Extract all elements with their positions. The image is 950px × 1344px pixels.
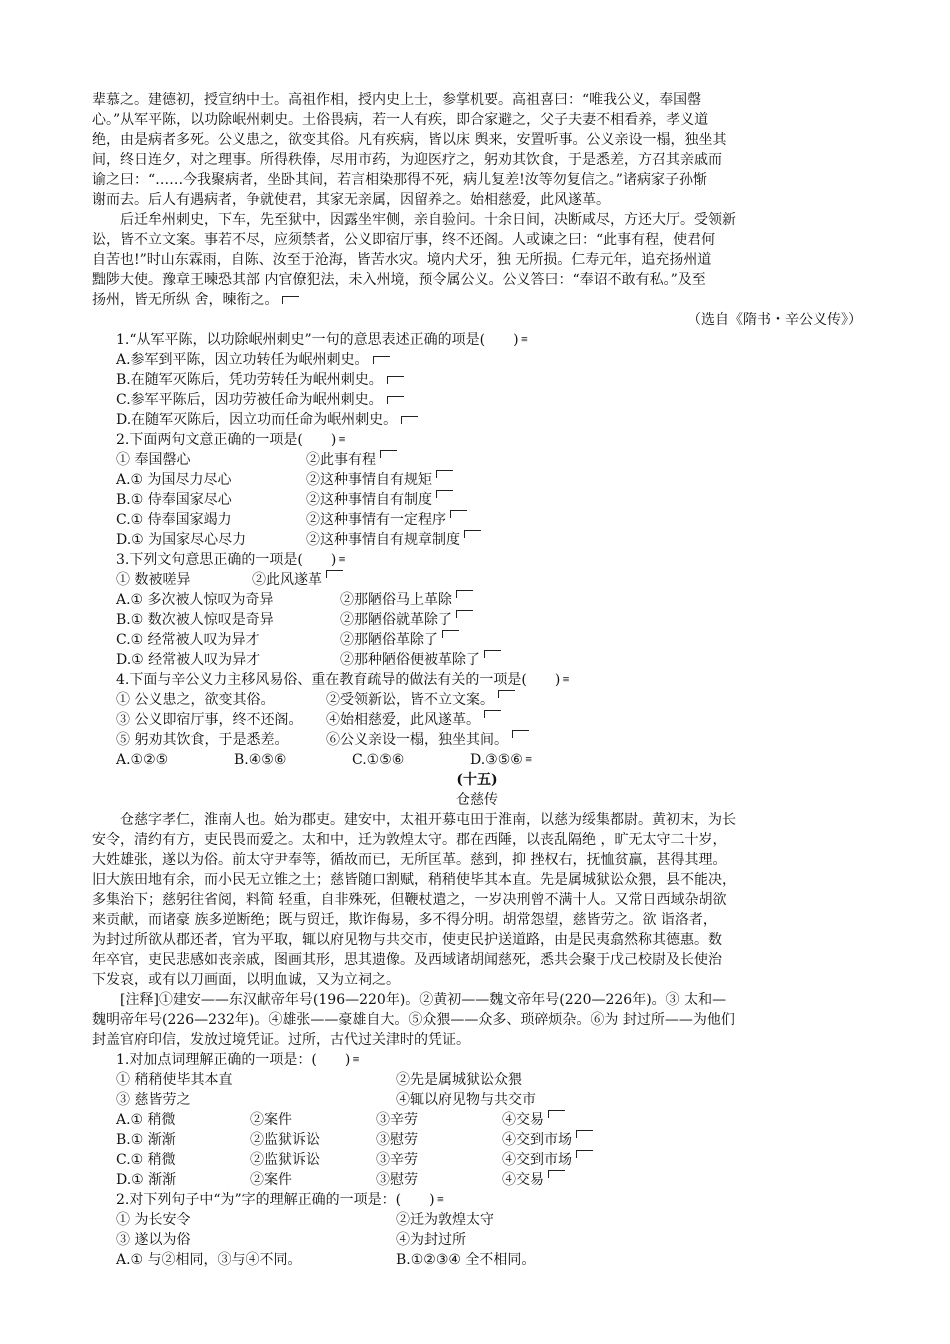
section-title: (十五) xyxy=(456,772,498,788)
item-line xyxy=(92,450,862,470)
question-5 xyxy=(92,1050,862,1190)
question-6 xyxy=(92,1190,862,1270)
question-stem xyxy=(92,670,862,690)
paragraph-mark-icon xyxy=(436,470,453,478)
paragraph-mark-icon xyxy=(387,396,404,404)
item-text: ③ 公义即宿厅事，终不还阁。 xyxy=(116,712,303,728)
option-text: ②这种事情自有制度 xyxy=(306,492,432,508)
option-text: ④交易 xyxy=(502,1112,544,1128)
option-text: A.参军到平陈，因立功转任为岷州刺史。 xyxy=(116,352,369,368)
item-line xyxy=(92,1230,862,1250)
equation-mark-icon: ≡ xyxy=(524,755,533,765)
paragraph-mark-icon xyxy=(373,356,390,364)
option-text: C.① 侍奉国家竭力 xyxy=(116,512,232,528)
option-text: ③慰劳 xyxy=(376,1132,418,1148)
item-line xyxy=(92,1070,862,1090)
option-text: ②那陋俗就革除了 xyxy=(340,612,452,628)
passage-line: 自苦也!”时山东霖雨，自陈、汝至于沧海，皆苦水灾。境内犬牙，独 无所损。仁寿元年，追充扬州道 xyxy=(92,252,712,268)
paragraph-mark-icon xyxy=(436,490,453,498)
paragraph-mark-icon xyxy=(450,510,467,518)
paragraph-mark-icon xyxy=(548,1110,565,1118)
question-stem-text: 2.对下列句子中“为”字的理解正确的一项是：( ) xyxy=(116,1192,435,1208)
option-text: ②那陋俗马上革除 xyxy=(340,592,452,608)
option-line xyxy=(92,350,862,370)
option-line xyxy=(92,590,862,610)
paragraph-mark-icon xyxy=(456,590,473,598)
item-text: ②此风遂革 xyxy=(252,572,322,588)
option-line xyxy=(92,1130,862,1150)
question-stem xyxy=(92,1190,862,1210)
item-line xyxy=(92,570,862,590)
passage-1 xyxy=(92,90,862,210)
item-text: ②此事有程 xyxy=(306,452,376,468)
answer-option: A.①②⑤ xyxy=(116,752,169,768)
answer-option: C.①⑤⑥ xyxy=(352,752,405,768)
paragraph-mark-icon xyxy=(548,1170,565,1178)
paragraph-mark-icon xyxy=(456,610,473,618)
item-text: ④始相慈爱，此风遂革。 xyxy=(326,712,480,728)
document-page xyxy=(92,90,862,1270)
paragraph-mark-icon xyxy=(512,730,529,738)
option-text: ②那种陋俗便被革除了 xyxy=(340,652,480,668)
passage-line: 辈慕之。建德初，授宣纳中士。高祖作相，授内史上士，参掌机要。高祖喜曰：“唯我公义，奉国罄 xyxy=(92,92,702,108)
option-line xyxy=(92,470,862,490)
answer-line xyxy=(92,1250,862,1270)
passage-line: 来贡献，而诸豪 族多逆断绝；既与贸迁，欺诈侮易，多不得分明。胡常怨望，慈皆劳之。欲 诣洛者， xyxy=(92,912,717,928)
option-line xyxy=(92,390,862,410)
paragraph-mark-icon xyxy=(576,1150,593,1158)
option-line xyxy=(92,1170,862,1190)
option-line xyxy=(92,650,862,670)
equation-mark-icon: ≡ xyxy=(436,1195,445,1205)
note-line: [注释]①建安——东汉献帝年号(196—220年)。②黄初——魏文帝年号(220—226年)。③ 太和— xyxy=(120,992,727,1008)
option-text: C.① 稍微 xyxy=(116,1152,176,1168)
item-text: ④为封过所 xyxy=(396,1232,466,1248)
passage-line: 间，终日连夕，对之理事。所得秩俸，尽用市药，为迎医疗之，躬劝其饮食，于是悉差，方召其亲戚而 xyxy=(92,152,722,168)
option-text: ②监狱诉讼 xyxy=(250,1132,320,1148)
paragraph-mark-icon xyxy=(380,450,397,458)
equation-mark-icon: ≡ xyxy=(352,1055,360,1065)
option-text: B.① 数次被人惊叹是奇异 xyxy=(116,612,274,628)
option-text: ②案件 xyxy=(250,1172,292,1188)
option-text: ②案件 xyxy=(250,1112,292,1128)
option-text: C.参军平陈后，因功劳被任命为岷州刺史。 xyxy=(116,392,383,408)
paragraph-mark-icon xyxy=(464,530,481,538)
item-text: ① 奉国罄心 xyxy=(116,452,191,468)
item-line xyxy=(92,690,862,710)
option-line xyxy=(92,630,862,650)
option-text: A.① 多次被人惊叹为奇异 xyxy=(116,592,274,608)
passage-line: 绝，由是病者多死。公义患之，欲变其俗。凡有疾病，皆以床 舆来，安置听事。公义亲设一榻，独坐其 xyxy=(92,132,727,148)
passage-line: 黜陟大使。豫章王暕恐其部 内官僚犯法，未入州境，预令属公义。公义答曰：“奉诏不敢有私。”及至 xyxy=(92,272,706,288)
passage-line: 旧大族田地有余，而小民无立锥之土；慈皆随口割赋，稍稍使毕其本直。先是属城狱讼众猥，县不能决， xyxy=(92,872,736,888)
item-text: ②迁为敦煌太守 xyxy=(396,1212,494,1228)
option-line xyxy=(92,490,862,510)
equation-mark-icon: ≡ xyxy=(562,675,570,685)
passage-line: 安令，清约有方，吏民畏而爱之。太和中，迁为敦煌太守。郡在西陲，以丧乱隔绝 ，旷无太守二十岁， xyxy=(92,832,727,848)
passage-line: 多集治下；慈躬往省阅，料简 轻重，自非殊死，但鞭杖遣之，一岁决刑曾不满十人。又常日西域杂胡欲 xyxy=(92,892,727,908)
question-stem-text: 3.下列文句意思正确的一项是( ) xyxy=(116,552,337,568)
item-text: ③ 慈皆劳之 xyxy=(116,1092,191,1108)
item-line xyxy=(92,1090,862,1110)
passage-3 xyxy=(92,810,862,990)
passage-line: 下发哀，或有以刀画面，以明血诚，又为立祠之。 xyxy=(92,972,400,988)
item-text: ③ 遂以为俗 xyxy=(116,1232,191,1248)
passage-line: 谢而去。后人有遇病者，争就使君，其家无亲属，因留养之。始相慈爱，此风遂革。 xyxy=(92,192,610,208)
passage-line: 谕之曰：“……今我聚病者，坐卧其间，若言相染那得不死，病儿复差!汝等勿复信之。”诸病家子孙惭 xyxy=(92,172,707,188)
equation-mark-icon: ≡ xyxy=(338,555,346,565)
option-text: A.① 稍微 xyxy=(116,1112,176,1128)
passage-line: 心。”从军平陈，以功除岷州刺史。土俗畏病，若一人有疾，即合家避之，父子夫妻不相看养，孝义道 xyxy=(92,112,709,128)
item-text: ① 稍稍使毕其本直 xyxy=(116,1072,233,1088)
passage-line xyxy=(92,290,862,310)
equation-mark-icon: ≡ xyxy=(520,335,529,345)
answer-option: D.③⑤⑥ xyxy=(470,752,523,768)
option-text: ②这种事情有一定程序 xyxy=(306,512,446,528)
equation-mark-icon: ≡ xyxy=(338,435,346,445)
item-text: ① 数被嗟异 xyxy=(116,572,191,588)
option-text: ③辛劳 xyxy=(376,1112,418,1128)
option-line xyxy=(92,610,862,630)
paragraph-mark-icon xyxy=(326,570,343,578)
option-text: B.① 侍奉国家尽心 xyxy=(116,492,232,508)
question-stem xyxy=(92,550,862,570)
passage-line: 仓慈字孝仁，淮南人也。始为郡吏。建安中，太祖开募屯田于淮南，以慈为绥集都尉。黄初末，为长 xyxy=(120,812,736,828)
question-3 xyxy=(92,550,862,670)
question-2 xyxy=(92,430,862,550)
question-stem-text: 1.“从军平陈，以功除岷州刺史”一句的意思表述正确的项是( ) xyxy=(116,332,519,348)
option-text: D.在随军灭陈后，因立功而任命为岷州刺史。 xyxy=(116,412,398,428)
note-line: 封盖官府印信，发放过境凭证。过所，古代过关津时的凭证。 xyxy=(92,1032,470,1048)
option-text: B.在随军灭陈后，凭功劳转任为岷州刺史。 xyxy=(116,372,383,388)
option-text: ②监狱诉讼 xyxy=(250,1152,320,1168)
passage-line-text: 扬州，皆无所纵 舍，暕衔之。 xyxy=(92,292,279,308)
item-line xyxy=(92,730,862,750)
option-text: D.① 经常被人叹为异才 xyxy=(116,652,261,668)
question-1 xyxy=(92,330,862,430)
option-line xyxy=(92,410,862,430)
section-subtitle: 仓慈传 xyxy=(456,792,498,808)
item-text: ④辄以府见物与共交市 xyxy=(396,1092,536,1108)
passage-line: 大姓雄张，遂以为俗。前太守尹奉等，循故而已，无所匡革。慈到，抑 挫权右，抚恤贫羸，甚得其理。 xyxy=(92,852,727,868)
option-text: A.① 为国尽力尽心 xyxy=(116,472,232,488)
question-4 xyxy=(92,670,862,770)
option-text: D.① 渐渐 xyxy=(116,1172,177,1188)
source-citation: （选自《隋书・辛公义传》） xyxy=(687,312,862,328)
passage-2 xyxy=(92,210,862,310)
note-line: 魏明帝年号(226—232年)。④雄张——豪雄自大。⑤众猥——众多、琐碎烦杂。⑥为 封过所——为他们 xyxy=(92,1012,735,1028)
item-line xyxy=(92,710,862,730)
question-stem xyxy=(92,330,862,350)
option-text: ④交到市场 xyxy=(502,1132,572,1148)
item-text: ⑤ 躬劝其饮食，于是悉差。 xyxy=(116,732,289,748)
item-text: ① 为长安令 xyxy=(116,1212,191,1228)
option-line xyxy=(92,530,862,550)
annotation-note xyxy=(92,990,862,1050)
answer-line xyxy=(92,750,862,770)
paragraph-mark-icon xyxy=(282,296,299,304)
option-text: ③慰劳 xyxy=(376,1172,418,1188)
option-text: D.① 为国家尽心尽力 xyxy=(116,532,247,548)
paragraph-mark-icon xyxy=(576,1130,593,1138)
paragraph-mark-icon xyxy=(401,416,418,424)
option-text: ②这种事情自有规矩 xyxy=(306,472,432,488)
option-text: C.① 经常被人叹为异才 xyxy=(116,632,260,648)
paragraph-mark-icon xyxy=(498,690,515,698)
option-text: ③辛劳 xyxy=(376,1152,418,1168)
option-line xyxy=(92,1110,862,1130)
answer-option: B.①②③④ 全不相同。 xyxy=(396,1252,536,1268)
option-text: ②这种事情自有规章制度 xyxy=(306,532,460,548)
question-stem-text: 2.下面两句文意正确的一项是( ) xyxy=(116,432,337,448)
option-text: B.① 渐渐 xyxy=(116,1132,176,1148)
paragraph-mark-icon xyxy=(484,650,501,658)
passage-line: 为封过所欲从郡还者，官为平取，辄以府见物与共交市，使吏民护送道路，由是民夷翕然称其德惠。数 xyxy=(92,932,722,948)
question-stem-text: 1.对加点词理解正确的一项是：( ) xyxy=(116,1052,351,1068)
paragraph-mark-icon xyxy=(387,376,404,384)
item-text: ① 公义患之，欲变其俗。 xyxy=(116,692,275,708)
option-text: ④交易 xyxy=(502,1172,544,1188)
paragraph-mark-icon xyxy=(484,710,501,718)
option-line xyxy=(92,370,862,390)
item-text: ②受领新讼，皆不立文案。 xyxy=(326,692,494,708)
question-stem-text: 4.下面与辛公义力主移风易俗、重在教育疏导的做法有关的一项是( ) xyxy=(116,672,561,688)
option-text: ②那陋俗革除了 xyxy=(340,632,438,648)
paragraph-mark-icon xyxy=(442,630,459,638)
passage-line: 讼，皆不立文案。事若不尽，应须禁者，公义即宿厅事，终不还阁。人或谏之曰：“此事有程，使君何 xyxy=(92,232,716,248)
passage-line: 年卒官，吏民悲感如丧亲戚，图画其形，思其遗像。及西域诸胡闻慈死，悉共会聚于戊己校尉及长使治 xyxy=(92,952,722,968)
passage-line: 后迁牟州刺史，下车，先至狱中，因露坐牢侧，亲自验问。十余日间，决断咸尽，方还大厅。受领新 xyxy=(120,212,736,228)
item-line xyxy=(92,1210,862,1230)
option-text: ④交到市场 xyxy=(502,1152,572,1168)
answer-option: A.① 与②相同，③与④不同。 xyxy=(116,1252,302,1268)
answer-option: B.④⑤⑥ xyxy=(234,752,287,768)
item-text: ⑥公义亲设一榻，独坐其间。 xyxy=(326,732,508,748)
question-stem xyxy=(92,430,862,450)
option-line xyxy=(92,1150,862,1170)
option-line xyxy=(92,510,862,530)
item-text: ②先是属城狱讼众猥 xyxy=(396,1072,522,1088)
question-stem xyxy=(92,1050,862,1070)
